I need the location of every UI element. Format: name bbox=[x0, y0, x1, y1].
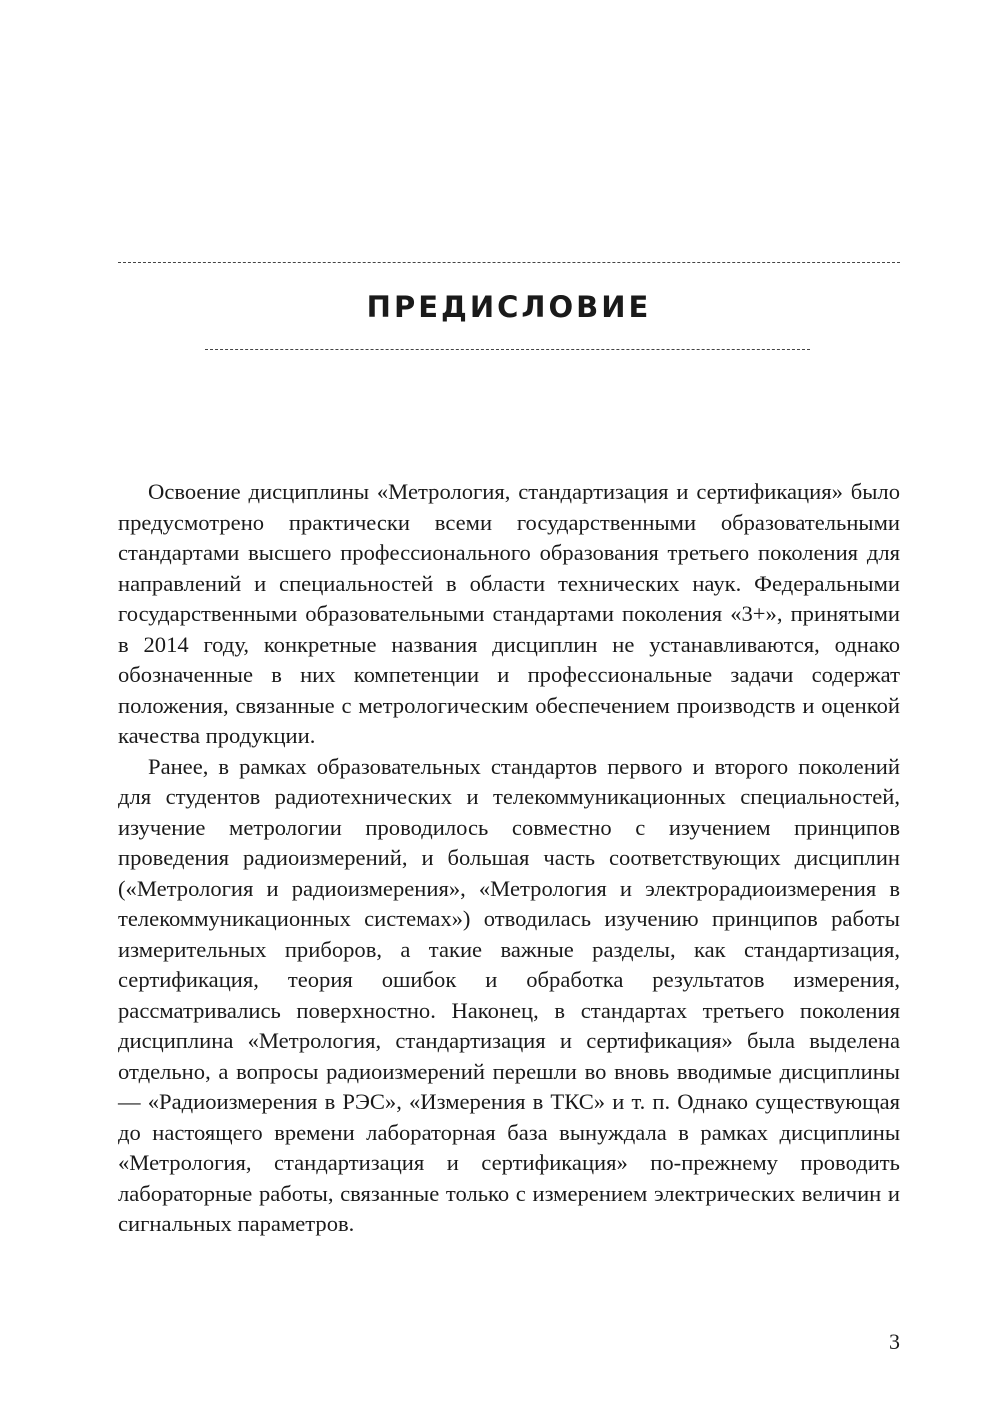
page-number: 3 bbox=[889, 1329, 900, 1354]
page-title: ПРЕДИСЛОВИЕ bbox=[366, 290, 652, 324]
paragraph-2: Ранее, в рамках образовательных стандартов первого и второго поколений для студентов радиотехнических и телекоммуникационных специальностей, изучение метрологии проводилось совместно с изучением принципов проведения радиоизмерений, и большая часть соответствующих дисциплин («Метрология и радиоизмерения», «Метрология и электрорадиоизмерения в телекоммуникационных системах») отводилась изучению принципов работы измерительных приборов, а такие важные разделы, как стандартизация, сертификация, теория ошибок и обработка результатов измерения, рассматривались поверхностно. Наконец, в стандартах третьего поколения дисциплина «Метрология, стандартизация и сертификация» была выделена отдельно, а вопросы радиоизмерений перешли во вновь вводимые дисциплины — «Радиоизмерения в РЭС», «Измерения в ТКС» и т. п. Однако существующая до настоящего времени лабораторная база вынуждала в рамках дисциплины «Метрология, стандартизация и сертификация» по-прежнему проводить лабораторные работы, связанные только с измерением электрических величин и сигнальных параметров. bbox=[118, 753, 900, 1236]
paragraph-1: Освоение дисциплины «Метрология, стандартизация и сертификация» было предусмотрено практически всеми государственными образовательными стандартами высшего профессионального образования третьего поколения для направлений и специальностей в области технических наук. Федеральными государственными образовательными стандартами поколения «3+», принятыми в 2014 году, конкретные названия дисциплин не устанавливаются, однако обозначенные в них компетенции и профессиональные задачи содержат положения, связанные с метрологическим обеспечением производств и оценкой качества продукции. bbox=[118, 479, 900, 748]
heading-bottom-dashed-rule bbox=[205, 349, 810, 350]
body-text bbox=[118, 477, 900, 1240]
heading-top-dashed-rule bbox=[118, 262, 900, 263]
